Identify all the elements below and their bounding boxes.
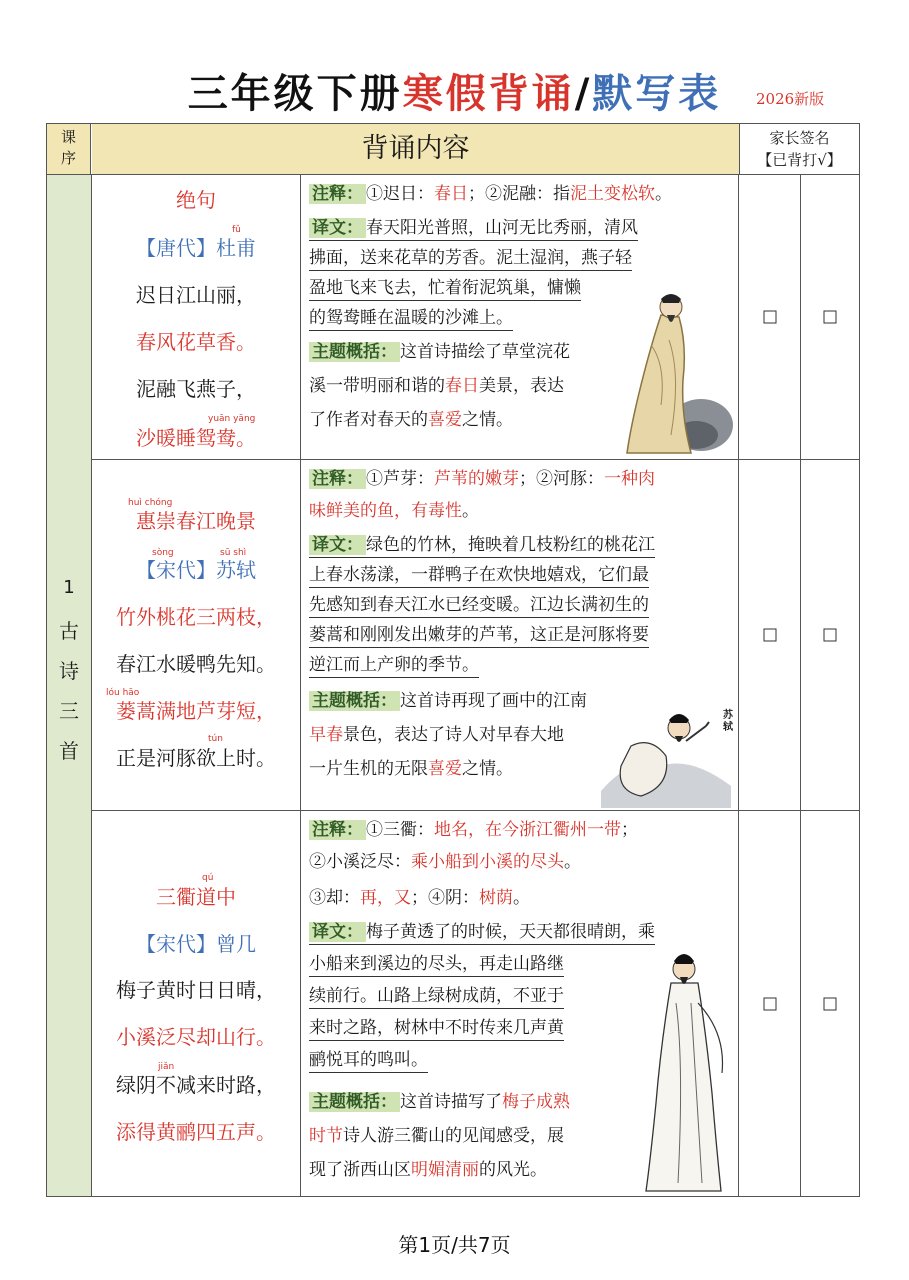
poem-line: 泥融飞燕子， [136,377,256,401]
header-content: 背诵内容 [92,124,740,174]
note-text: 树荫 [479,888,513,908]
poem-author: 【唐代】杜甫 [136,236,256,260]
note-text: ③却： [309,888,360,908]
note-label: 注释： [309,469,366,489]
translation-line [309,921,655,945]
poem-text-cell [92,175,301,459]
poem-author: 【宋代】曾几 [136,932,256,956]
note-text: ①芦芽： [366,469,434,489]
translation-line: 续前行。山路上绿树成荫，不亚于 [309,985,564,1009]
theme-text: 美景，表达 [479,376,564,396]
theme-text: 之情。 [462,759,513,779]
note-text: ①迟日： [366,184,434,204]
page-footer: 第1页/共7页 [398,1233,511,1257]
title-part-grade: 三年级下册 [187,71,403,117]
note-text: ；④阴： [411,888,479,908]
note-text: 一种肉 [604,469,655,489]
note-text: 味鲜美的鱼，有毒性 [309,501,462,521]
theme-text: 这首诗再现了画中的江南 [400,691,587,711]
note-text: 乘小船到小溪的尽头 [411,852,564,872]
theme-text: 之情。 [462,410,513,430]
note-line [309,468,655,491]
pinyin: jiǎn [158,1062,175,1072]
note-line [309,851,581,874]
poem-title: 三衢道中 [156,885,236,909]
title-separator: / [574,71,593,117]
note-label: 注释： [309,184,366,204]
lesson-char: 诗 [59,659,79,683]
theme-text: 的风光。 [479,1160,547,1180]
translation-line: 盈地飞来飞去，忙着衔泥筑巢，慵懒 [309,277,581,301]
pinyin: sū shì [220,548,247,558]
translation-line: 小船来到溪边的尽头，再走山路继 [309,953,564,977]
art-caption: 苏轼 [723,710,733,733]
translation-line: 鹂悦耳的鸣叫。 [309,1049,428,1073]
theme-line [309,1091,570,1114]
poem-title: 绝句 [176,188,216,212]
edition-label: 2026新版 [756,90,825,108]
theme-text: 梅子成熟 [502,1092,570,1112]
note-label: 注释： [309,820,366,840]
title-part-dictation: 默写表 [592,71,722,117]
theme-text: 这首诗描写了 [400,1092,502,1112]
poet-zeng-ji-illustration [636,943,736,1193]
translation-text: 春天阳光普照，山河无比秀丽，清风 [366,218,638,238]
note-text: ； [621,820,638,840]
header-lesson-order-text: 课序 [60,128,76,167]
poem-line: 正是河豚欲上时。 [116,746,276,770]
lesson-number: 1 [63,577,75,598]
theme-label: 主题概括： [309,1092,400,1112]
theme-line [309,1125,564,1148]
lesson-char: 首 [59,739,79,763]
note-line [309,887,530,910]
theme-text: 明媚清丽 [411,1160,479,1180]
theme-text: 诗人游三衢山的见闻感受，展 [343,1126,564,1146]
poem-notes-cell [301,460,739,810]
signature-cell [739,175,801,459]
lesson-cell [47,175,92,1196]
translation-line: 来时之路，树林中不时传来几声黄 [309,1017,564,1041]
theme-text: 溪一带明丽和谐的 [309,376,445,396]
translation-label: 译文： [309,218,366,238]
translation-line: 先感知到春天江水已经变暖。江边长满初生的 [309,594,649,618]
signature-cell [801,811,859,1196]
poem-line: 沙暖睡鸳鸯。 [136,426,256,450]
signature-cell [739,460,801,810]
note-text: 春日 [434,184,468,204]
poem-text-cell [92,460,301,810]
note-text: 再，又 [360,888,411,908]
note-text: 。 [462,501,479,521]
note-text: ①三衢： [366,820,434,840]
note-text: 。 [655,184,672,204]
theme-label: 主题概括： [309,342,400,362]
checkbox-recited[interactable] [763,629,776,642]
poem-row [92,811,859,1196]
theme-text: 这首诗描绘了草堂浣花 [400,342,570,362]
pinyin: yuān yāng [208,414,256,424]
note-text: ；②河豚： [519,469,604,489]
poem-line: 蒌蒿满地芦芽短， [116,699,276,723]
pinyin: tún [208,734,223,744]
poem-notes-cell [301,175,739,459]
checkbox-recited[interactable] [824,629,837,642]
note-line [309,183,672,206]
poem-line: 绿阴不减来时路， [116,1073,276,1097]
poem-line: 迟日江山丽， [136,283,256,307]
poem-line: 竹外桃花三两枝， [116,605,276,629]
translation-label: 译文： [309,922,366,942]
translation-label: 译文： [309,535,366,555]
signature-cell [801,175,859,459]
checkbox-recited[interactable] [763,997,776,1010]
translation-line: 蒌蒿和刚刚发出嫩芽的芦苇，这正是河豚将要 [309,624,649,648]
poem-title: 惠崇春江晚景 [136,509,256,533]
header-signature-line1: 家长签名 [769,129,830,147]
poem-line: 春江水暖鸭先知。 [116,652,276,676]
poet-du-fu-illustration [621,285,736,457]
poet-su-shi-illustration [591,696,737,808]
note-text: ；②泥融：指 [468,184,570,204]
theme-text: 景色，表达了诗人对早春大地 [343,725,564,745]
poem-line: 小溪泛尽却山行。 [116,1025,276,1049]
pinyin: qú [202,873,214,883]
table-header [47,124,859,175]
translation-line: 逆江而上产卵的季节。 [309,654,479,678]
theme-text: 早春 [309,725,343,745]
poem-author: 【宋代】苏轼 [136,558,256,582]
signature-cell [739,811,801,1196]
theme-line [309,758,513,781]
note-text: 。 [564,852,581,872]
poem-row [92,460,859,811]
translation-line [309,217,638,241]
theme-line [309,690,587,713]
theme-line [309,375,564,398]
header-lesson-order [47,124,91,174]
note-line [309,500,479,523]
checkbox-recited[interactable] [763,311,776,324]
poem-line: 春风花草香。 [136,330,256,354]
theme-text: 时节 [309,1126,343,1146]
header-parent-signature [740,124,859,174]
pinyin: lóu hāo [106,688,140,698]
note-text: 。 [513,888,530,908]
theme-line [309,341,570,364]
theme-text: 一片生机的无限 [309,759,428,779]
translation-text: 绿色的竹林，掩映着几枝粉红的桃花江 [366,535,655,555]
note-text: 泥土变松软 [570,184,655,204]
theme-text: 春日 [445,376,479,396]
lesson-char: 古 [59,619,79,643]
translation-line: 的鸳鸯睡在温暖的沙滩上。 [309,307,513,331]
pinyin: sòng [152,548,174,558]
note-text: 地名，在今浙江衢州一带 [434,820,621,840]
poem-notes-cell [301,811,739,1196]
poem-row [92,175,859,460]
checkbox-recited[interactable] [824,997,837,1010]
checkbox-recited[interactable] [824,311,837,324]
translation-line: 上春水荡漾，一群鸭子在欢快地嬉戏，它们最 [309,564,649,588]
note-text: 芦苇的嫩芽 [434,469,519,489]
translation-text: 梅子黄透了的时候，天天都很晴朗，乘 [366,922,655,942]
theme-line [309,724,564,747]
signature-cell [801,460,859,810]
header-signature-line2: 【已背打√】 [757,151,842,169]
pinyin: huì chóng [128,498,173,508]
pinyin: fǔ [232,225,241,235]
theme-line [309,1159,547,1182]
poem-text-cell [92,811,301,1196]
note-text: ②小溪泛尽： [309,852,411,872]
poem-line: 梅子黄时日日晴， [116,978,276,1002]
translation-line [309,534,655,558]
lesson-char: 三 [59,699,79,723]
poem-line: 添得黄鹂四五声。 [116,1120,276,1144]
theme-text: 了作者对春天的 [309,410,428,430]
theme-text: 喜爱 [428,410,462,430]
theme-text: 现了浙西山区 [309,1160,411,1180]
note-line [309,819,638,842]
recitation-table [46,123,860,1197]
translation-line: 拂面，送来花草的芳香。泥土湿润，燕子轻 [309,247,632,271]
theme-label: 主题概括： [309,691,400,711]
theme-line [309,409,513,432]
theme-text: 喜爱 [428,759,462,779]
title-part-recite: 寒假背诵 [402,71,575,117]
